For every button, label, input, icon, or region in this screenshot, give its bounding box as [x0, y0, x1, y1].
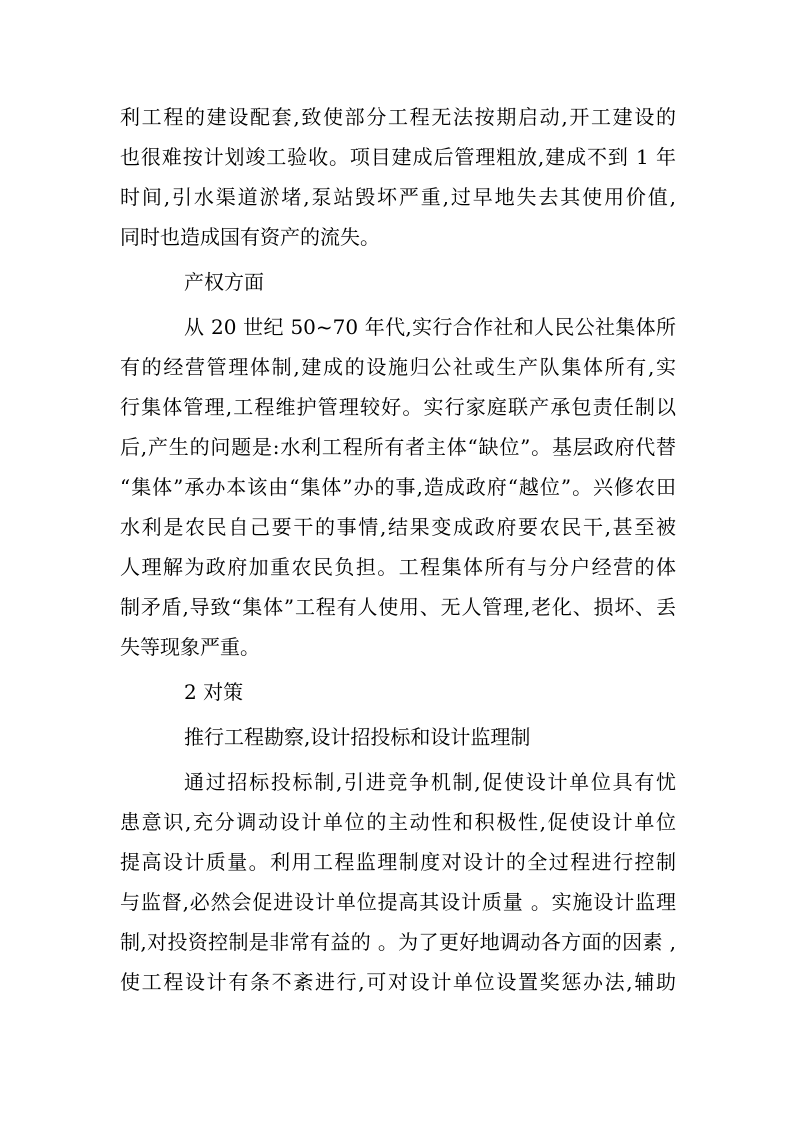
text-line: 同时也造成国有资产的流失。: [120, 225, 380, 249]
text-line: 失等现象严重。: [120, 635, 260, 659]
text-line: 与监督,必然会促进设计单位提高其设计质量 。实施设计监理: [120, 890, 676, 914]
text-line: 水利是农民自己要干的事情,结果变成政府要农民干,甚至被: [120, 515, 676, 539]
text-line: 制矛盾,导致“集体”工程有人使用、无人管理,老化、损坏、丢: [120, 595, 676, 619]
text-line: 行集体管理,工程维护管理较好。实行家庭联产承包责任制以: [120, 395, 676, 419]
text-line: 有的经营管理体制,建成的设施归公社或生产队集体所有,实: [120, 355, 676, 379]
subsection-heading: 推行工程勘察,设计招投标和设计监理制: [184, 725, 531, 749]
text-line: 提高设计质量。利用工程监理制度对设计的全过程进行控制: [120, 850, 676, 874]
text-line: 后,产生的问题是:水利工程所有者主体“缺位”。基层政府代替: [120, 435, 676, 459]
text-line: 利工程的建设配套,致使部分工程无法按期启动,开工建设的: [120, 105, 676, 129]
text-line: 制,对投资控制是非常有益的 。为了更好地调动各方面的因素 ,: [120, 930, 676, 954]
text-line: 也很难按计划竣工验收。项目建成后管理粗放,建成不到 1 年: [120, 145, 676, 169]
text-line: “集体”承办本该由“集体”办的事,造成政府“越位”。兴修农田: [120, 475, 676, 499]
section-heading: 2 对策: [184, 680, 244, 704]
text-line: 人理解为政府加重农民负担。工程集体所有与分户经营的体: [120, 555, 676, 579]
text-line: 从 20 世纪 50~70 年代,实行合作社和人民公社集体所: [184, 315, 676, 339]
text-line: 患意识,充分调动设计单位的主动性和积极性,促使设计单位: [120, 810, 676, 834]
text-line: 时间,引水渠道淤堵,泵站毁坏严重,过早地失去其使用价值,: [120, 185, 676, 209]
section-heading: 产权方面: [184, 270, 264, 294]
text-line: 使工程设计有条不紊进行,可对设计单位设置奖惩办法,辅助: [120, 970, 676, 994]
text-line: 通过招标投标制,引进竞争机制,促使设计单位具有忧: [184, 770, 676, 794]
